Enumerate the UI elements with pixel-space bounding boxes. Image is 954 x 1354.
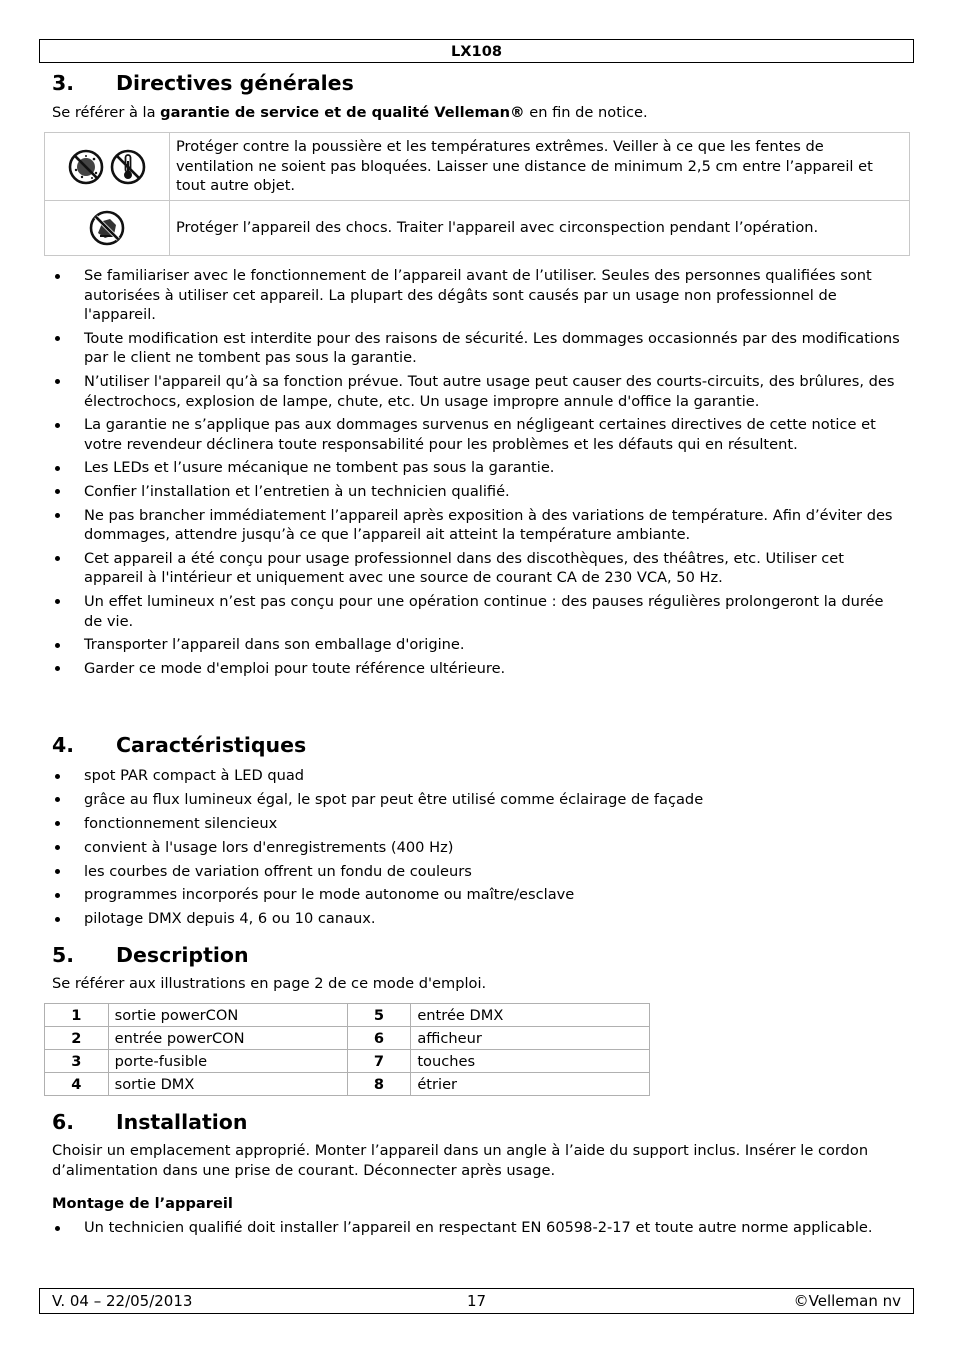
item-label: étrier bbox=[411, 1073, 650, 1096]
section-6-bullets bbox=[52, 1218, 902, 1238]
safety-table bbox=[44, 132, 910, 256]
section-5-number: 5. bbox=[52, 943, 75, 967]
safety-row bbox=[45, 133, 910, 201]
list-item: Garder ce mode d'emploi pour toute référence ultérieure. bbox=[52, 659, 902, 679]
intro-text-post: en fin de notice. bbox=[524, 104, 648, 121]
item-label: entrée DMX bbox=[411, 1004, 650, 1027]
section-4-title: Caractéristiques bbox=[116, 733, 307, 757]
list-item: fonctionnement silencieux bbox=[52, 814, 902, 834]
page-footer bbox=[39, 1288, 914, 1314]
mounting-subheading: Montage de l’appareil bbox=[52, 1195, 233, 1212]
section-3-title: Directives générales bbox=[116, 71, 354, 95]
safety-icons-cell bbox=[45, 201, 170, 256]
item-number: 3 bbox=[45, 1050, 109, 1073]
section-4-heading bbox=[52, 733, 306, 757]
section-6-intro: Choisir un emplacement approprié. Monter l’appareil dans un angle à l’aide du support inclus. Insérer le cordon d’alimentation dans une prise de courant. Déconnecter après usage. bbox=[52, 1142, 869, 1179]
intro-text-pre: Se référer à la bbox=[52, 104, 161, 121]
section-5-title: Description bbox=[116, 943, 249, 967]
list-item: Un effet lumineux n’est pas conçu pour une opération continue : des pauses régulières prolongeront la durée de vie. bbox=[52, 592, 902, 631]
item-number: 4 bbox=[45, 1073, 109, 1096]
section-5-intro: Se référer aux illustrations en page 2 de ce mode d'emploi. bbox=[52, 975, 487, 992]
item-number: 2 bbox=[45, 1027, 109, 1050]
section-6-heading bbox=[52, 1110, 247, 1134]
list-item: Un technicien qualifié doit installer l’appareil en respectant EN 60598-2-17 et toute autre norme applicable. bbox=[52, 1218, 902, 1238]
list-item: pilotage DMX depuis 4, 6 ou 10 canaux. bbox=[52, 909, 902, 929]
table-row bbox=[45, 1073, 650, 1096]
item-label: sortie DMX bbox=[108, 1073, 347, 1096]
section-4-bullets bbox=[52, 766, 902, 929]
list-item: spot PAR compact à LED quad bbox=[52, 766, 902, 786]
safety-row bbox=[45, 201, 910, 256]
page-number: 17 bbox=[466, 1292, 487, 1310]
item-label: touches bbox=[411, 1050, 650, 1073]
list-item: Transporter l’appareil dans son emballage d'origine. bbox=[52, 635, 902, 655]
item-number: 7 bbox=[347, 1050, 411, 1073]
list-item: N’utiliser l'appareil qu’à sa fonction prévue. Tout autre usage peut causer des courts-circuits, des brûlures, des électrochocs, explosion de lampe, chute, etc. Un usage impropre annule d'office la garantie. bbox=[52, 372, 902, 411]
list-item: Cet appareil a été conçu pour usage professionnel dans des discothèques, des théâtres, etc. Utiliser cet appareil à l'intérieur et uniquement avec une source de courant CA de 230 VCA, 50 Hz. bbox=[52, 549, 902, 588]
list-item: programmes incorporés pour le mode autonome ou maître/esclave bbox=[52, 885, 902, 905]
copyright: ©Velleman nv bbox=[793, 1292, 901, 1310]
item-number: 8 bbox=[347, 1073, 411, 1096]
item-number: 1 bbox=[45, 1004, 109, 1027]
section-3-heading bbox=[52, 71, 354, 95]
warranty-reference: garantie de service et de qualité Velleman® bbox=[160, 104, 525, 121]
description-table bbox=[44, 1003, 650, 1096]
safety-icons-cell bbox=[45, 133, 170, 201]
table-row bbox=[45, 1004, 650, 1027]
section-3-bullets bbox=[52, 266, 902, 678]
safety-text: Protéger contre la poussière et les températures extrêmes. Veiller à ce que les fentes de ventilation ne soient pas bloquées. Laisser une distance de minimum 2,5 cm entre l’appareil et tout autre objet. bbox=[170, 133, 910, 201]
page-header bbox=[39, 39, 914, 63]
section-3-number: 3. bbox=[52, 71, 75, 95]
safety-text: Protéger l’appareil des chocs. Traiter l'appareil avec circonspection pendant l’opération. bbox=[170, 201, 910, 256]
section-5-heading bbox=[52, 943, 249, 967]
no-shock-icon bbox=[88, 219, 126, 236]
table-row bbox=[45, 1050, 650, 1073]
section-6-title: Installation bbox=[116, 1110, 248, 1134]
item-label: porte-fusible bbox=[108, 1050, 347, 1073]
item-label: sortie powerCON bbox=[108, 1004, 347, 1027]
list-item: La garantie ne s’applique pas aux dommages survenus en négligeant certaines directives de cette notice et votre revendeur déclinera toute responsabilité pour les problèmes et les défauts qui en résultent. bbox=[52, 415, 902, 454]
list-item: Confier l’installation et l’entretien à un technicien qualifié. bbox=[52, 482, 902, 502]
item-number: 6 bbox=[347, 1027, 411, 1050]
list-item: Se familiariser avec le fonctionnement de l’appareil avant de l’utiliser. Seules des personnes qualifiées sont autorisées à utiliser cet appareil. La plupart des dégâts sont causés par un usage non professionnel de l'appareil. bbox=[52, 266, 902, 325]
list-item: les courbes de variation offrent un fondu de couleurs bbox=[52, 862, 902, 882]
section-6-number: 6. bbox=[52, 1110, 75, 1134]
model-number: LX108 bbox=[450, 43, 502, 60]
no-extreme-temperature-icon bbox=[109, 158, 147, 175]
list-item: grâce au flux lumineux égal, le spot par peut être utilisé comme éclairage de façade bbox=[52, 790, 902, 810]
item-label: afficheur bbox=[411, 1027, 650, 1050]
section-4-number: 4. bbox=[52, 733, 75, 757]
no-dust-icon bbox=[67, 158, 110, 175]
item-number: 5 bbox=[347, 1004, 411, 1027]
version-date: V. 04 – 22/05/2013 bbox=[52, 1292, 193, 1310]
list-item: convient à l'usage lors d'enregistrements (400 Hz) bbox=[52, 838, 902, 858]
item-label: entrée powerCON bbox=[108, 1027, 347, 1050]
list-item: Ne pas brancher immédiatement l’appareil après exposition à des variations de température. Afin d’éviter des dommages, attendre jusqu’à ce que l’appareil ait atteint la température ambiante. bbox=[52, 506, 902, 545]
list-item: Toute modification est interdite pour des raisons de sécurité. Les dommages occasionnés par des modifications par le client ne tombent pas sous la garantie. bbox=[52, 329, 902, 368]
section-3-intro bbox=[52, 103, 902, 123]
list-item: Les LEDs et l’usure mécanique ne tombent pas sous la garantie. bbox=[52, 458, 902, 478]
table-row bbox=[45, 1027, 650, 1050]
